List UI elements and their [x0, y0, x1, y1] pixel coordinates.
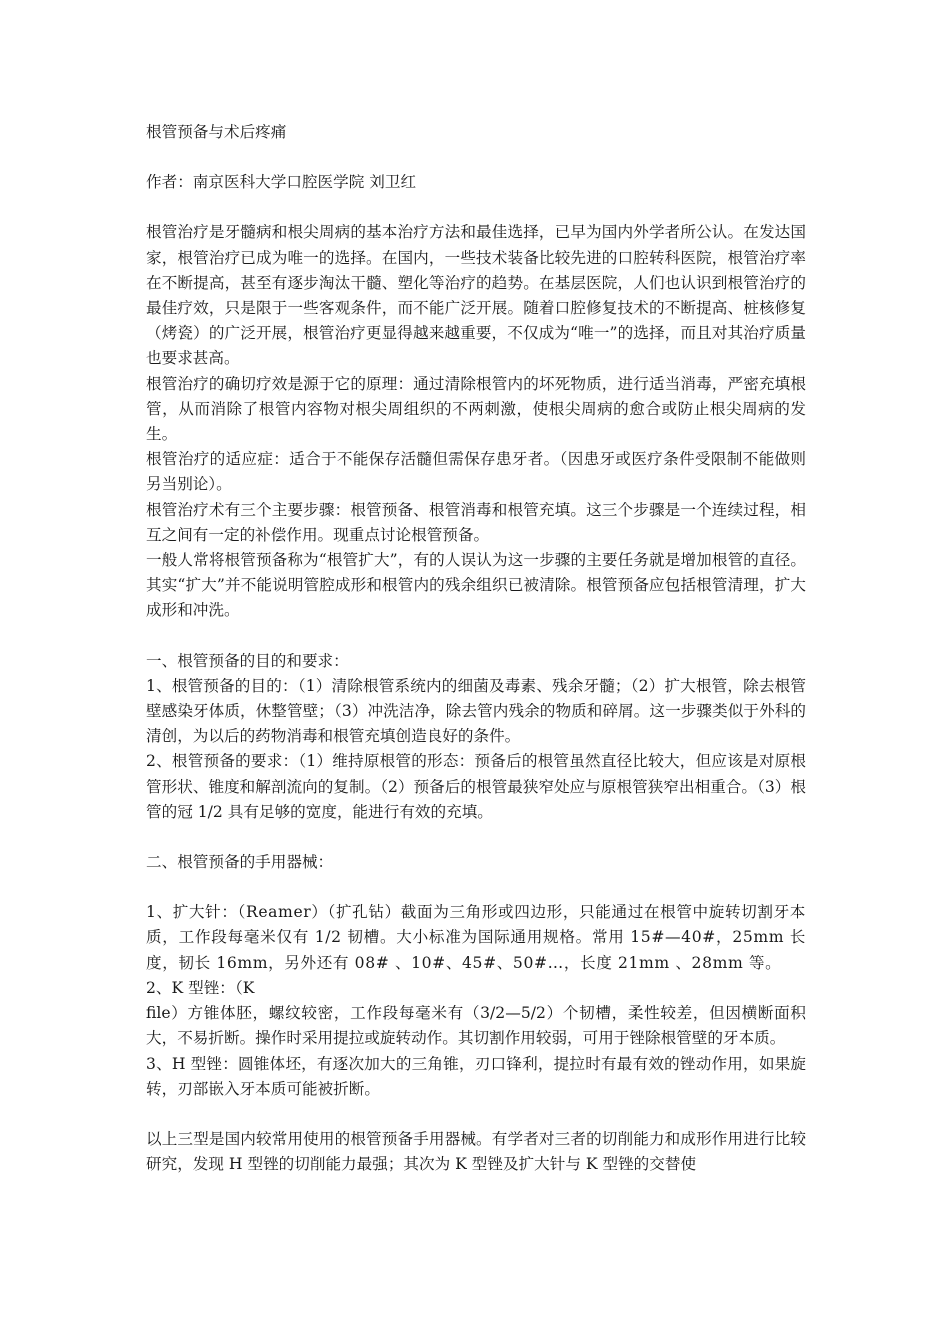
spacer — [146, 195, 806, 220]
document-page — [146, 120, 806, 1177]
section1-purpose: 1、根管预备的目的：（1）清除根管系统内的细菌及毒素、残余牙髓；（2）扩大根管，除去根管壁感染牙体质，休整管壁；（3）冲洗洁净，除去管内残余的物质和碎屑。这一步骤类似于外科的清创，为以后的药物消毒和根管充填创造良好的条件。 — [146, 676, 806, 746]
section2-heading: 二、根管预备的手用器械： — [146, 853, 334, 872]
section1-requirements: 2、根管预备的要求：（1）维持原根管的形态：预备后的根管虽然直径比较大，但应该是对原根管形状、锥度和解剖流向的复制。（2）预备后的根管最狭窄处应与原根管狭窄出相重合。（3）根管的冠 1/2 具有足够的宽度，能进行有效的充填。 — [146, 752, 806, 821]
spacer — [146, 145, 806, 170]
spacer — [146, 875, 806, 900]
section2-kfile-line1: 2、K 型锉：（K — [146, 978, 255, 997]
section1-heading: 一、根管预备的目的和要求： — [146, 651, 349, 670]
spacer — [146, 1102, 806, 1127]
section2-hfile: 3、H 型锉：圆锥体坯，有逐次加大的三角锥，刃口锋利，提拉时有最有效的锉动作用，如果旋转，刃部嵌入牙本质可能被折断。 — [146, 1054, 806, 1098]
section2-summary: 以上三型是国内较常用使用的根管预备手用器械。有学者对三者的切削能力和成形作用进行比较研究，发现 H 型锉的切削能力最强；其次为 K 型锉及扩大针与 K 型锉的交替使 — [146, 1129, 806, 1174]
intro-paragraph: 根管治疗的确切疗效是源于它的原理：通过清除根管内的坏死物质，进行适当消毒，严密充填根管，从而消除了根管内容物对根尖周组织的不两刺激，使根尖周病的愈合或防止根尖周病的发生。 — [146, 374, 806, 444]
spacer — [146, 825, 806, 850]
intro-paragraph: 根管治疗是牙髓病和根尖周病的基本治疗方法和最佳选择，已早为国内外学者所公认。在发达国家，根管治疗已成为唯一的选择。在国内，一些技术装备比较先进的口腔转科医院，根管治疗率在不断提高，甚至有逐步淘汰干髓、塑化等治疗的趋势。在基层医院，人们也认识到根管治疗的最佳疗效，只是限于一些客观条件，而不能广泛开展。随着口腔修复技术的不断提高、桩核修复（烤瓷）的广泛开展，根管治疗更显得越来越重要，不仅成为“唯一”的选择，而且对其治疗质量也要求甚高。 — [146, 223, 806, 368]
document-title: 根管预备与术后疼痛 — [146, 123, 287, 141]
author-line: 作者：南京医科大学口腔医学院 刘卫红 — [146, 173, 417, 192]
spacer — [146, 624, 806, 649]
intro-paragraph: 根管治疗的适应症：适合于不能保存活髓但需保存患牙者。（因患牙或医疗条件受限制不能做则另当别论）。 — [146, 450, 806, 494]
intro-paragraph: 一般人常将根管预备称为“根管扩大”，有的人误认为这一步骤的主要任务就是增加根管的直径。其实“扩大”并不能说明管腔成形和根管内的残余组织已被清除。根管预备应包括根管清理，扩大成形和冲洗。 — [146, 551, 806, 620]
intro-paragraph: 根管治疗术有三个主要步骤：根管预备、根管消毒和根管充填。这三个步骤是一个连续过程，相互之间有一定的补偿作用。现重点讨论根管预备。 — [146, 500, 806, 544]
section2-reamer: 1、扩大针：（Reamer）（扩孔钻）截面为三角形或四边形，只能通过在根管中旋转切割牙本质，工作段每毫米仅有 1/2 韧槽。大小标准为国际通用规格。常用 15#—40#，25mm 长度，韧长 16mm，另外还有 08# 、10#、45#、50#…，长度 21mm 、28mm 等。 — [146, 903, 806, 972]
section2-kfile-line2: file）方锥体胚，螺纹较密，工作段每毫米有（3/2—5/2）个韧槽，柔性较差，但因横断面积大，不易折断。操作时采用提拉或旋转动作。其切割作用较弱，可用于锉除根管壁的牙本质。 — [146, 1004, 806, 1048]
